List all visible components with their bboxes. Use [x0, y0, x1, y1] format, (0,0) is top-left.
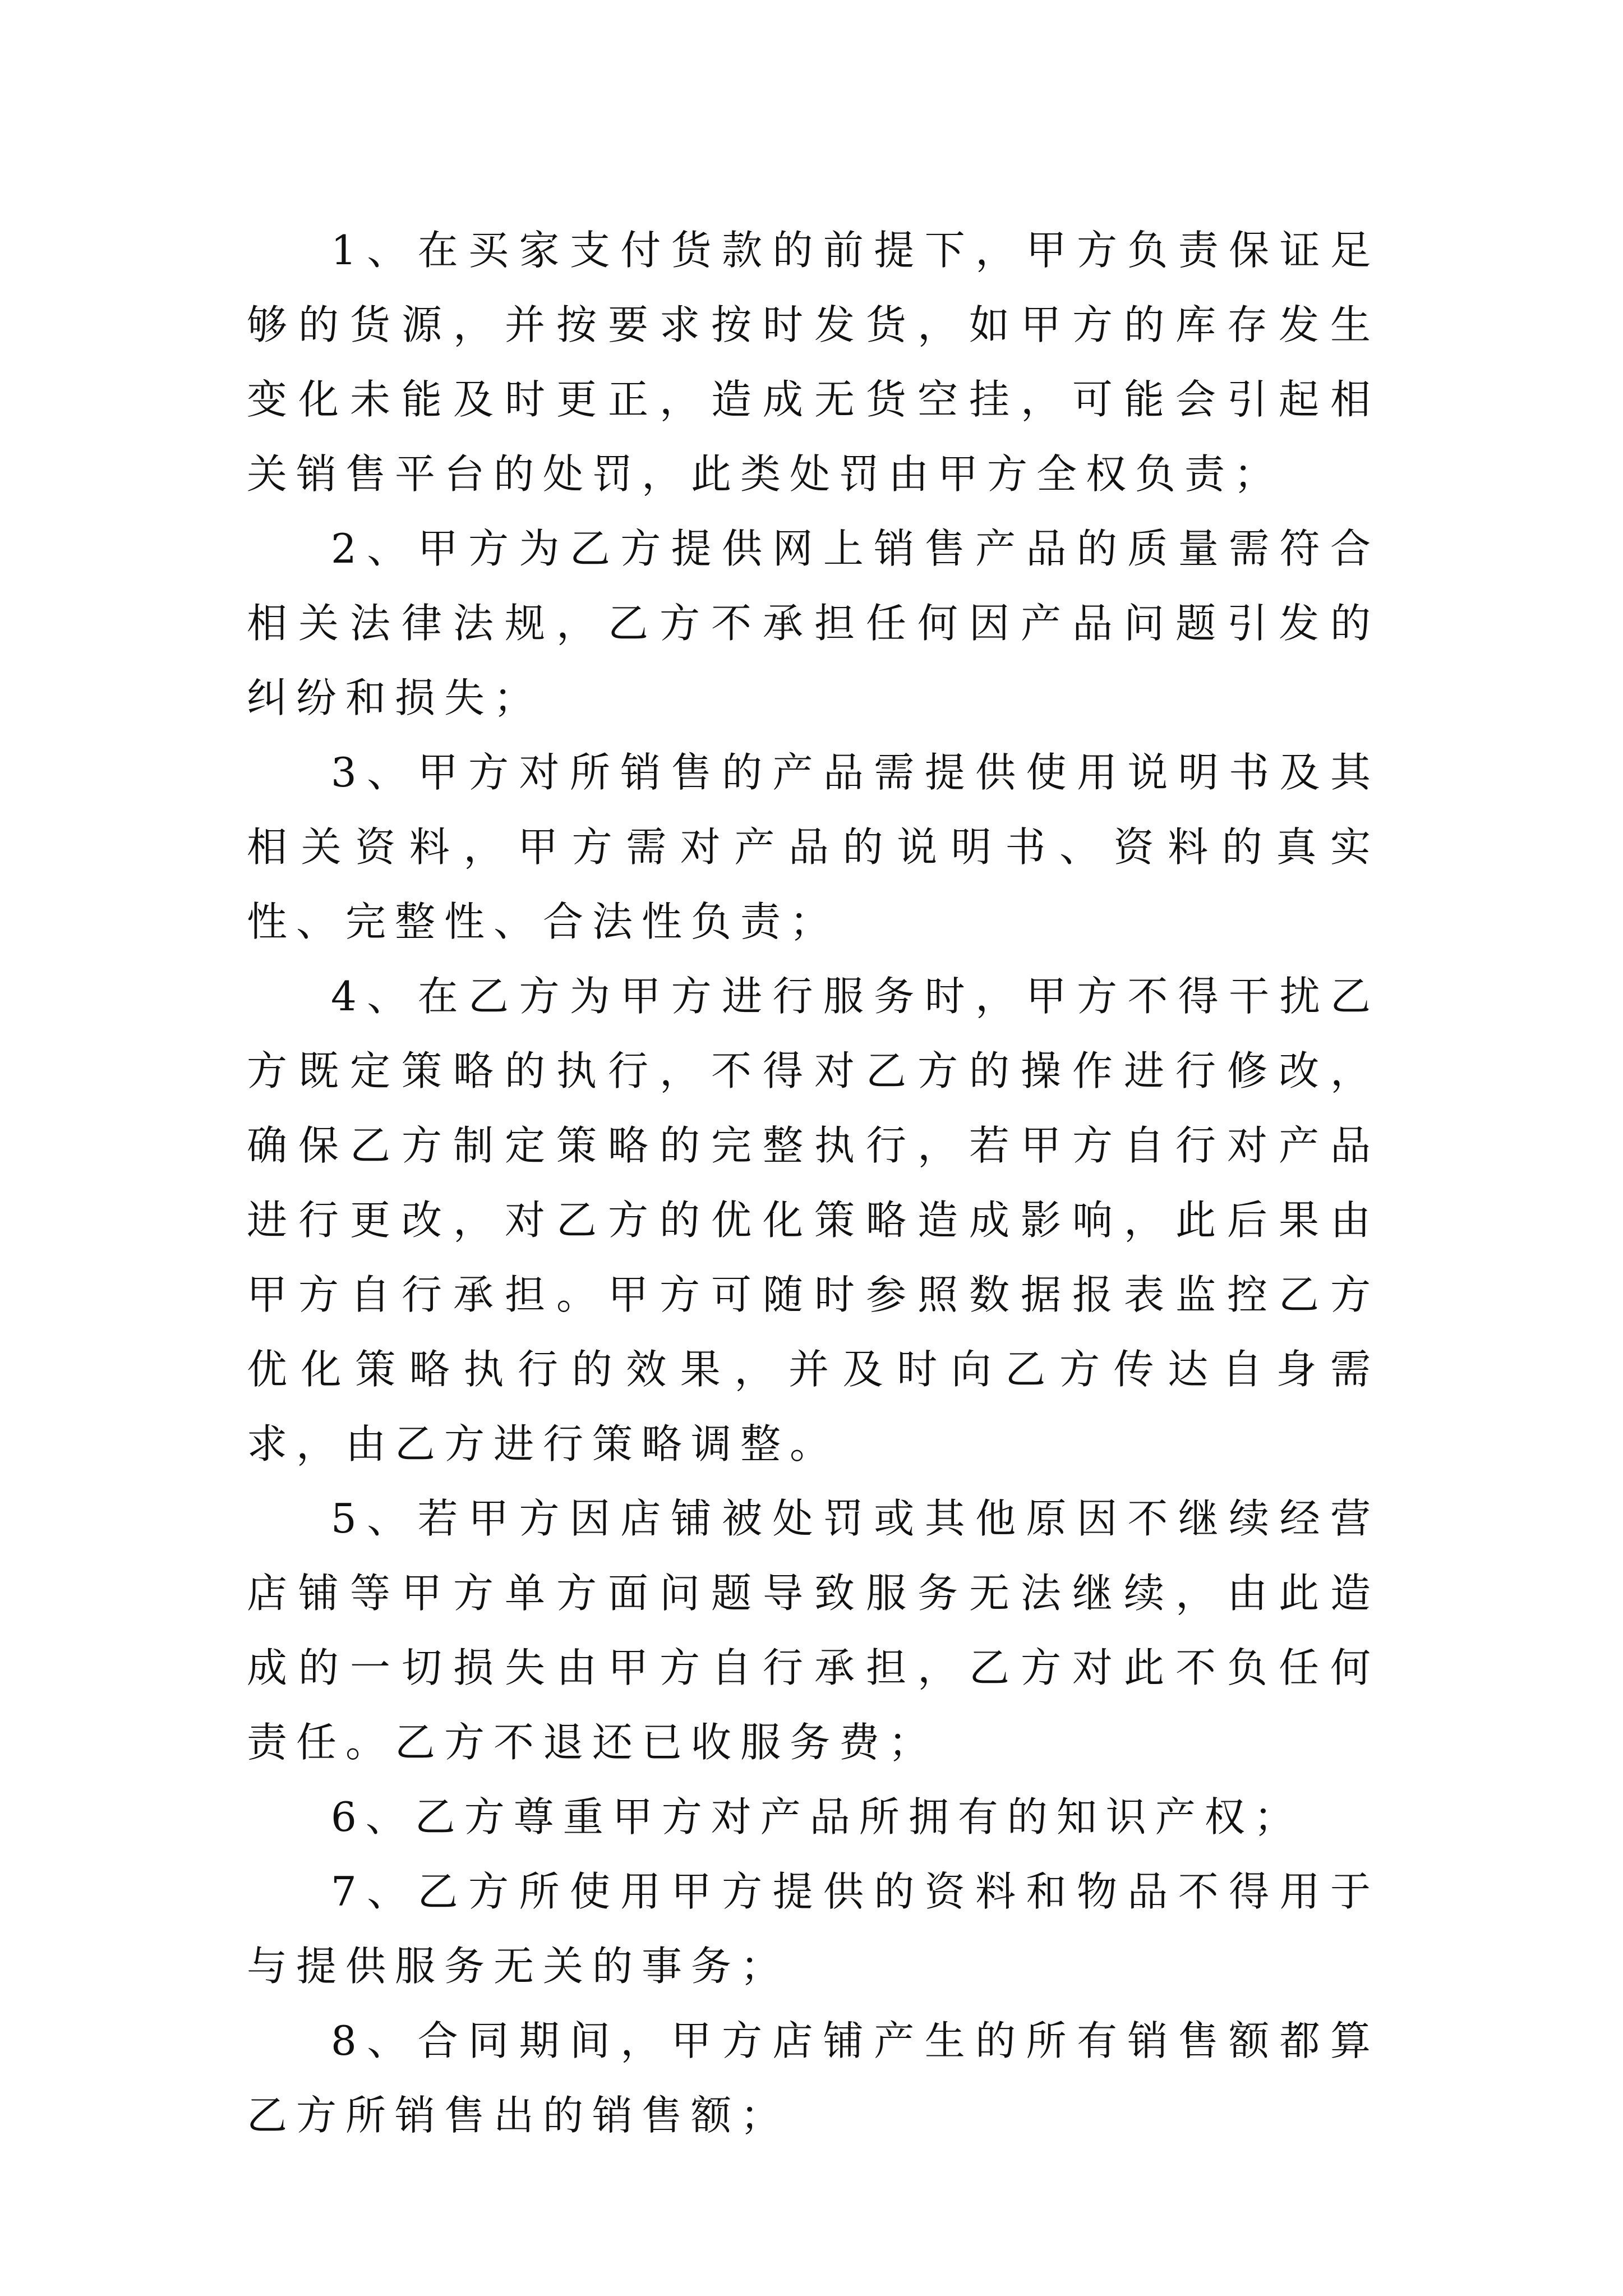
- clause-3: 3、甲方对所销售的产品需提供使用说明书及其相关资料，甲方需对产品的说明书、资料的真实性、完整性、合法性负责；: [247, 749, 1380, 945]
- clause-4: 4、在乙方为甲方进行服务时，甲方不得干扰乙方既定策略的执行，不得对乙方的操作进行修改，确保乙方制定策略的完整执行，若甲方自行对产品进行更改，对乙方的优化策略造成影响，此后果由甲方自行承担。甲方可随时参照数据报表监控乙方优化策略执行的效果，并及时向乙方传达自身需求，由乙方进行策略调整。: [247, 973, 1380, 1467]
- clause-2: 2、甲方为乙方提供网上销售产品的质量需符合相关法律法规，乙方不承担任何因产品问题引发的纠纷和损失；: [247, 525, 1380, 721]
- clause-7: 7、乙方所使用甲方提供的资料和物品不得用于与提供服务无关的事务；: [247, 1868, 1380, 1990]
- clause-8: 8、合同期间，甲方店铺产生的所有销售额都算乙方所销售出的销售额；: [247, 2017, 1380, 2139]
- clause-6: 6、乙方尊重甲方对产品所拥有的知识产权；: [331, 1793, 1303, 1841]
- clause-1: 1、在买家支付货款的前提下，甲方负责保证足够的货源，并按要求按时发货，如甲方的库存发生变化未能及时更正，造成无货空挂，可能会引起相关销售平台的处罚，此类处罚由甲方全权负责；: [247, 227, 1380, 498]
- document-body: [247, 213, 1380, 2153]
- clause-5: 5、若甲方因店铺被处罚或其他原因不继续经营店铺等甲方单方面问题导致服务无法继续，由此造成的一切损失由甲方自行承担，乙方对此不负任何责任。乙方不退还已收服务费；: [247, 1495, 1380, 1766]
